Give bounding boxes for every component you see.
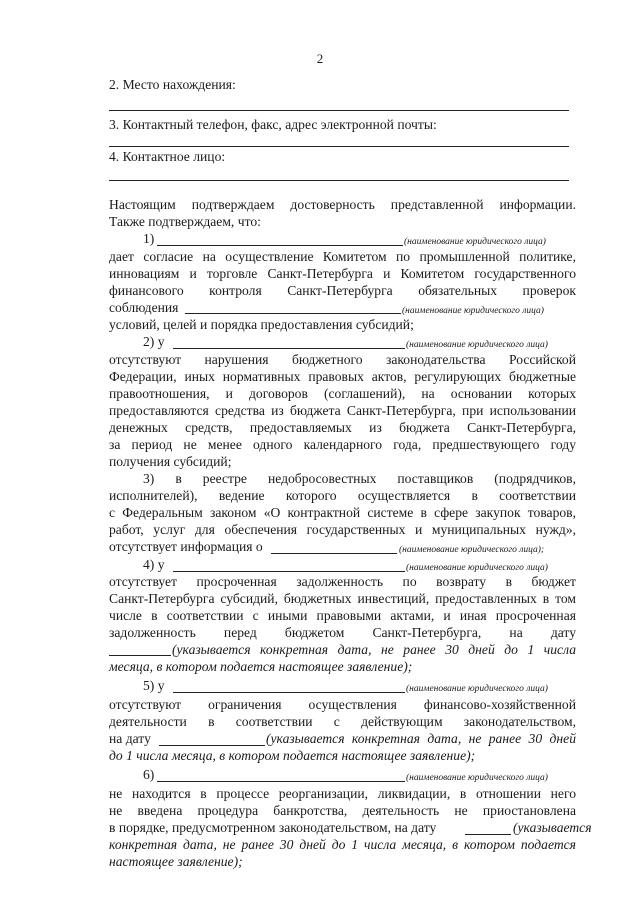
item1-line-4: финансового контроля Санкт-Петербурга обязательных проверок [109,283,576,298]
item4-line-6: (указывается конкретная дата, не ранее 30 дней до 1 числа [172,642,576,657]
item4-line-5: задолженность перед бюджетом Санкт-Петербурга, на дату [109,625,576,640]
item3-line-2: исполнителей), ведение которого осуществляется в соответствии [109,488,576,503]
location-blank[interactable] [109,110,569,111]
item2-org-blank[interactable] [173,348,405,349]
item3-note: (наименование юридического лица); [399,545,545,555]
item1-org-blank-2[interactable] [185,313,401,314]
item1-note-2: (наименование юридического лица) [402,306,544,316]
item6-line-2: не находится в процессе реорганизации, ликвидации, в отношении него [109,786,576,801]
item3-line-3: с Федеральным законом «О контрактной системе в сфере закупок товаров, [109,505,576,520]
item5-line-4a: на дату [109,731,151,746]
item6-date-blank[interactable] [465,834,511,835]
item5-line-3: деятельности в соответствии с действующим законодательством, [109,714,576,729]
item3-line-4: работ, услуг для обеспечения государственных и муниципальных нужд», [109,522,576,537]
item1-line-6: условий, целей и порядка предоставления субсидий; [109,317,414,332]
item5-date-blank[interactable] [159,745,265,746]
item2-line-3: Федерации, иных нормативных правовых актов, регулирующих бюджетные [109,369,576,384]
item6-line-4b: (указывается [513,820,592,835]
item6-line-4a: в порядке, предусмотренном законодательством, на дату [109,820,437,835]
item6-note: (наименование юридического лица) [406,773,548,783]
item5-line-4b: (указывается конкретная дата, не ранее 30 дней [266,731,576,746]
item2-note: (наименование юридического лица) [406,340,548,350]
item2-line-5: предоставляются средства из бюджета Санкт-Петербурга, при использовании [109,403,576,418]
item2-line-7: за период не менее одного календарного года, предшествующего году [109,437,576,452]
item2-line-8: получения субсидий; [109,454,232,469]
item4-line-2: отсутствует просроченная задолженность по возврату в бюджет [109,574,576,589]
item2-prefix: 2) у [143,334,165,349]
item4-line-7: месяца, в котором подается настоящее заявление); [109,659,413,674]
item4-line-3: Санкт-Петербурга субсидий, бюджетных инвестиций, предоставленных в том [109,591,576,606]
item3-org-blank[interactable] [271,553,397,554]
contacts-blank[interactable] [109,146,569,147]
item1-line-3: инновациям и торговле Санкт-Петербурга и Комитетом государственного [109,266,576,281]
item4-line-4: числе в соответствии с иными правовыми актами, и иная просроченная [109,608,576,623]
intro-line-2: Также подтверждаем, что: [109,214,261,229]
item4-prefix: 4) у [143,557,165,572]
item5-org-blank[interactable] [173,692,405,693]
item4-note: (наименование юридического лица) [406,563,548,573]
item1-line-2: дает согласие на осуществление Комитетом по промышленной политике, [109,249,576,264]
item3-line-5: отсутствует информация о [109,539,263,554]
item5-prefix: 5) у [143,678,165,693]
item5-note: (наименование юридического лица) [406,684,548,694]
item3-line-1: 3) в реестре недобросовестных поставщиков (подрядчиков, [143,471,576,486]
item6-line-3: не введена процедура банкротства, деятельность не приостановлена [109,803,576,818]
item1-org-blank[interactable] [157,245,403,246]
item4-date-blank[interactable] [109,655,171,656]
intro-line-1: Настоящим подтверждаем достоверность представленной информации. [109,197,576,212]
contact-person-label: 4. Контактное лицо: [109,149,226,164]
contact-person-blank[interactable] [109,180,569,181]
item6-line-6: настоящее заявление); [109,854,243,869]
item6-line-5: конкретная дата, не ранее 30 дней до 1 числа месяца, в котором подается [109,837,576,852]
item6-prefix: 6) [143,767,155,782]
item4-org-blank[interactable] [173,571,405,572]
item2-line-4: правоотношения, и договоров (соглашений), на основании которых [109,386,576,401]
page-number: 2 [316,51,324,66]
location-label: 2. Место нахождения: [109,77,236,92]
item5-line-5: до 1 числа месяца, в котором подается настоящее заявление); [109,748,476,763]
contacts-label: 3. Контактный телефон, факс, адрес электронной почты: [109,117,437,132]
item1-prefix: 1) [143,231,155,246]
item6-org-blank[interactable] [157,781,405,782]
item1-line-5: соблюдения [109,300,179,315]
item2-line-2: отсутствуют нарушения бюджетного законодательства Российской [109,352,576,367]
item5-line-2: отсутствуют ограничения осуществления финансово-хозяйственной [109,697,576,712]
item1-note: (наименование юридического лица) [404,237,546,247]
item2-line-6: денежных средств, предоставляемых из бюджета Санкт-Петербурга, [109,420,576,435]
